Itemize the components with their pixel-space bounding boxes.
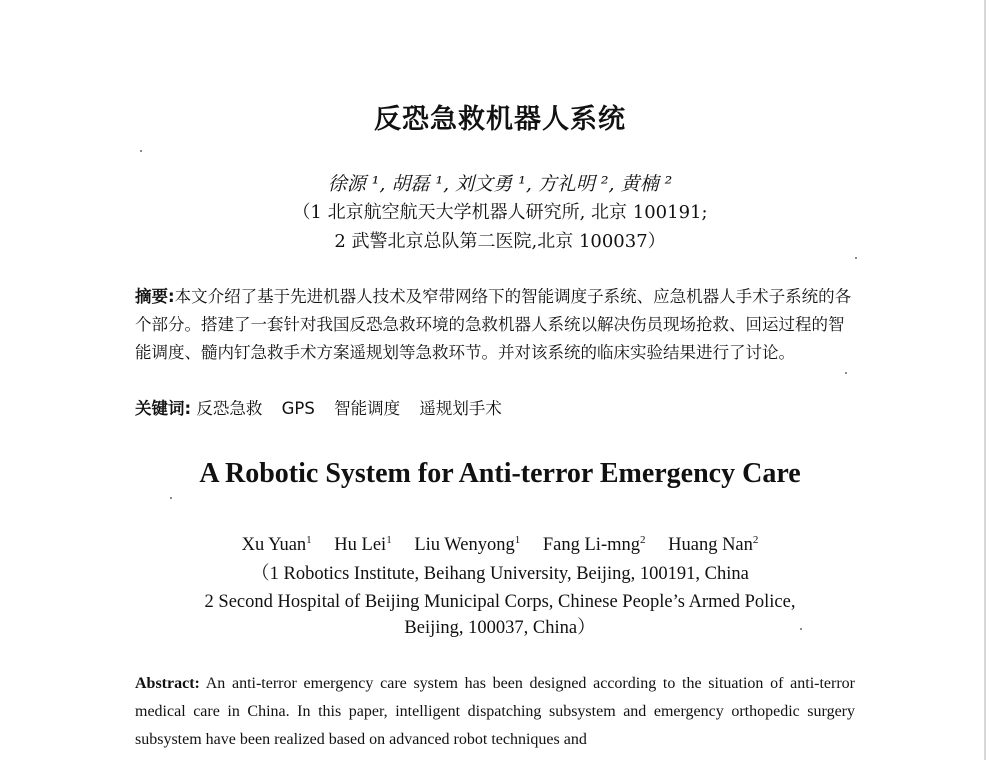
- chinese-keywords-label: 关键词:: [135, 399, 192, 418]
- author: Fang Li-mng$^2$: [542, 533, 646, 555]
- author: Liu Wenyong$^1$: [414, 533, 521, 555]
- scan-speck: [855, 257, 857, 259]
- chinese-abstract: [135, 283, 860, 367]
- english-affiliation-2: 2 Second Hospital of Beijing Municipal Corps, Chinese People’s Armed Police,: [204, 592, 796, 612]
- chinese-authors: 徐源 ¹, 胡磊 ¹, 刘文勇 ¹, 方礼明 ², 黄楠 ²: [327, 173, 673, 195]
- scan-speck: [170, 497, 172, 499]
- chinese-abstract-label: 摘要:: [135, 287, 175, 306]
- chinese-affiliation-1: （1 北京航空航天大学机器人研究所, 北京 100191;: [292, 202, 708, 223]
- scan-speck: [140, 150, 142, 152]
- keyword: 遥规划手术: [419, 399, 502, 418]
- chinese-affiliation-2: 2 武警北京总队第二医院,北京 100037）: [334, 231, 666, 252]
- scan-speck: [845, 372, 847, 374]
- author: Xu Yuan$^1$: [241, 533, 312, 555]
- english-abstract-label: Abstract:: [135, 675, 200, 692]
- english-affiliation-1: （1 Robotics Institute, Beihang University, Beijing, 100191, China: [251, 564, 749, 584]
- keyword: 智能调度: [334, 399, 401, 418]
- english-abstract: [135, 670, 855, 754]
- english-abstract-text: An anti-terror emergency care system has been designed according to the situation of anti-terror medical care in China. In this paper, intelligent dispatching subsystem and emergency orthopedic surgery subsystem have been realized based on advanced robot techniques and: [135, 675, 855, 748]
- english-authors: [0, 531, 1000, 559]
- chinese-keywords: [135, 395, 860, 423]
- author: Huang Nan$^2$: [668, 533, 759, 555]
- chinese-abstract-text: 本文介绍了基于先进机器人技术及窄带网络下的智能调度子系统、应急机器人手术子系统的各个部分。搭建了一套针对我国反恐急救环境的急救机器人系统以解决伤员现场抢救、回运过程的智能调度、髓内钉急救手术方案遥规划等急救环节。并对该系统的临床实验结果进行了讨论。: [135, 287, 852, 362]
- author: Hu Lei$^1$: [334, 533, 392, 555]
- english-affiliation-3: Beijing, 100037, China）: [404, 618, 596, 638]
- keyword: 反恐急救: [196, 399, 263, 418]
- keyword: GPS: [281, 399, 315, 418]
- english-title: A Robotic System for Anti-terror Emergency Care: [199, 458, 801, 489]
- chinese-title: 反恐急救机器人系统: [374, 104, 626, 135]
